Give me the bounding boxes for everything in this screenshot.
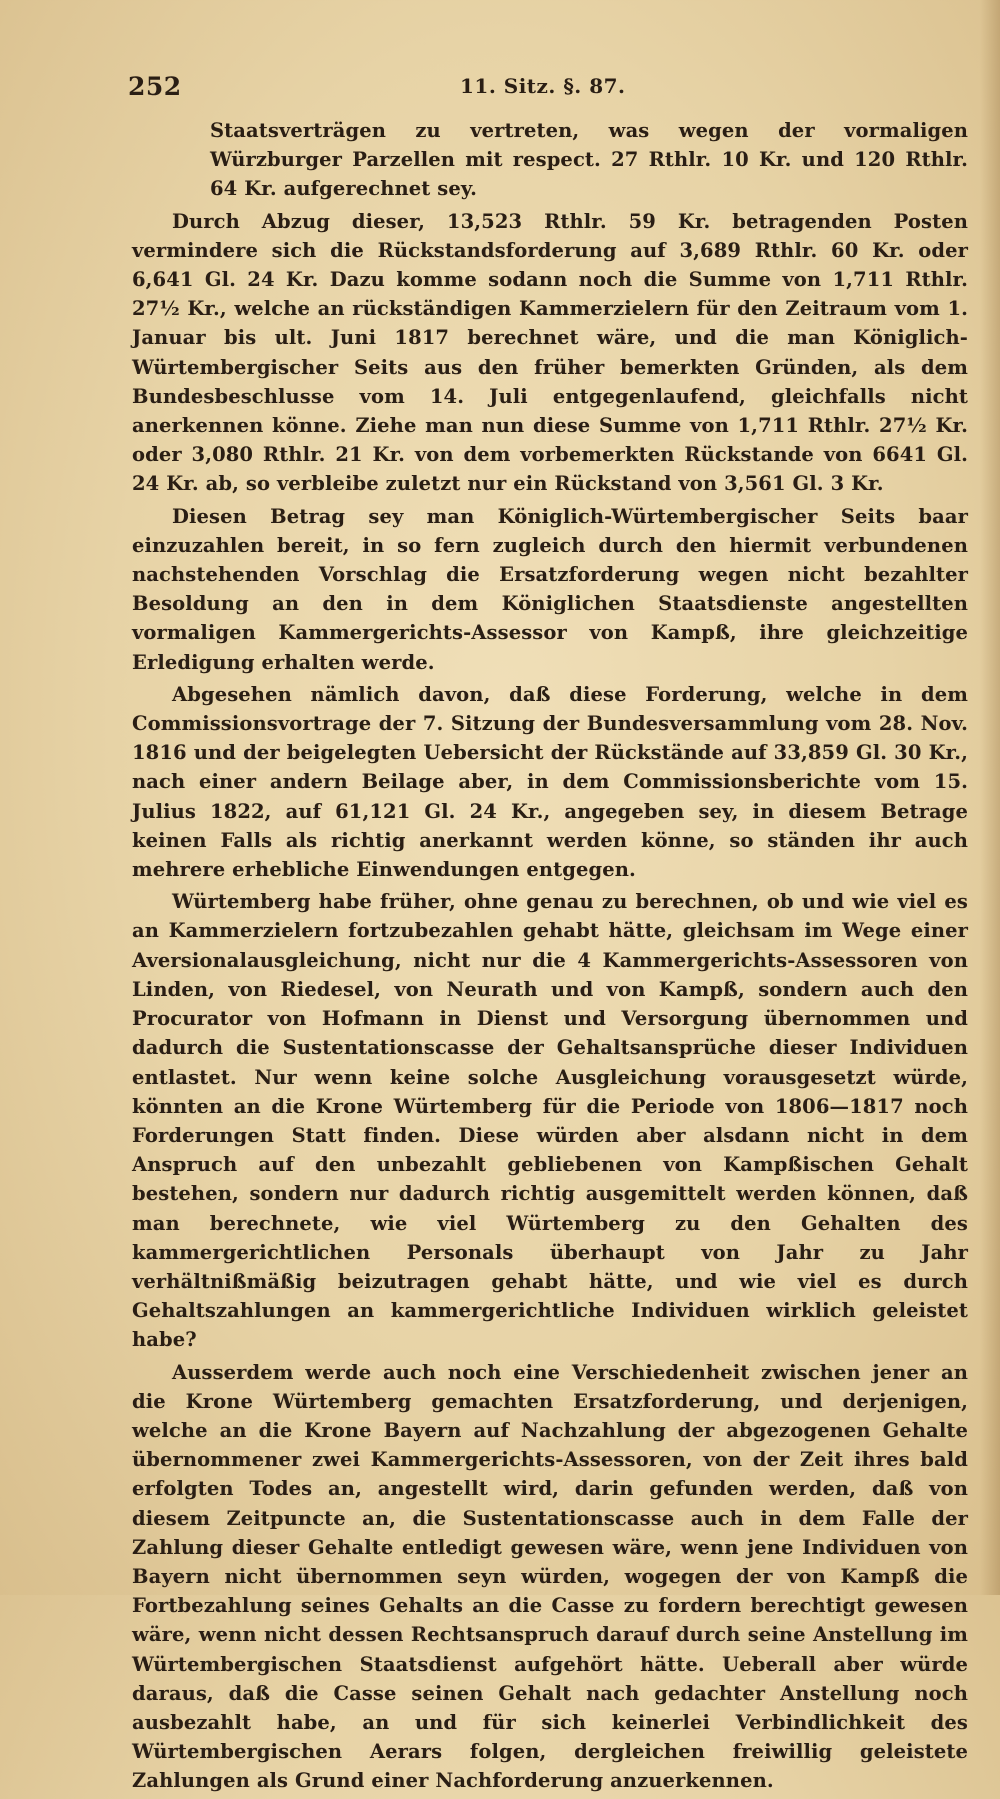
paragraph: Diesen Betrag sey man Königlich-Würtembergischer Seits baar einzuzahlen bereit, in so fern zugleich durch den hiermit verbundenen nachstehenden Vorschlag die Ersatzforderung wegen nicht bezahlter Besoldung an den in dem Königlichen Staatsdienste angestellten vormaligen Kammergerichts-Assessor von Kampß, ihre gleichzeitige Erledigung erhalten werde. [132,504,968,674]
body-text [132,116,968,1799]
paragraph-continuation: Staatsverträgen zu vertreten, was wegen der vormaligen Würzburger Parzellen mit respect. 27 Rthlr. 10 Kr. und 120 Rthlr. 64 Kr. aufgerechnet sey. [210,119,968,201]
page-number: 252 [128,72,182,101]
page-header [0,72,1000,112]
running-head: 11. Sitz. §. 87. [460,74,626,98]
paragraph: Würtemberg habe früher, ohne genau zu berechnen, ob und wie viel es an Kammerzielern fortzubezahlen gehabt hätte, gleichsam im Wege einer Aversionalausgleichung, nicht nur die 4 Kammergerichts-Assessoren von Linden, von Riedesel, von Neurath und von Kampß, sondern auch den Procurator von Hofmann in Dienst und Versorgung übernommen und dadurch die Sustentationscasse der Gehaltsansprüche dieser Individuen entlastet. Nur wenn keine solche Ausgleichung vorausgesetzt würde, könnten an die Krone Würtemberg für die Periode von 1806—1817 noch Forderungen Statt finden. Diese würden aber alsdann nicht in dem Anspruch auf den unbezahlt gebliebenen von Kampßischen Gehalt bestehen, sondern nur dadurch richtig ausgemittelt werden können, daß man berechnete, wie viel Würtemberg zu den Gehalten des kammergerichtlichen Personals überhaupt von Jahr zu Jahr verhältnißmäßig beizutragen gehabt hätte, und wie viel es durch Gehaltszahlungen an kammergerichtliche Individuen wirklich geleistet habe? [132,890,968,1352]
paragraph: Ausserdem werde auch noch eine Verschiedenheit zwischen jener an die Krone Würtemberg gemachten Ersatzforderung, und derjenigen, welche an die Krone Bayern auf Nachzahlung der abgezogenen Gehalte übernommener zwei Kammergerichts-Assessoren, von der Zeit ihres bald erfolgten Todes an, angestellt wird, darin gefunden werden, daß von diesem Zeitpuncte an, die Sustentationscasse auch in dem Falle der Zahlung dieser Gehalte entledigt gewesen wäre, wenn jene Individuen von Bayern nicht übernommen seyn würden, wogegen der von Kampß die Fortbezahlung seines Gehalts an die Casse zu fordern berechtigt gewesen wäre, wenn nicht dessen Rechtsanspruch darauf durch seine Anstellung im Würtembergischen Staatsdienst aufgehört hätte. Ueberall aber würde daraus, daß die Casse seinen Gehalt nach gedachter Anstellung noch ausbezahlt habe, an und für sich keinerlei Verbindlichkeit des Würtembergischen Aerars folgen, dergleichen freiwillig geleistete Zahlungen als Grund einer Nachforderung anzuerkennen. [132,1360,968,1793]
paragraph: Durch Abzug dieser, 13,523 Rthlr. 59 Kr. betragenden Posten vermindere sich die Rückstandsforderung auf 3,689 Rthlr. 60 Kr. oder 6,641 Gl. 24 Kr. Dazu komme sodann noch die Summe von 1,711 Rthlr. 27½ Kr., welche an rückständigen Kammerzielern für den Zeitraum vom 1. Januar bis ult. Juni 1817 berechnet wäre, und die man Königlich-Würtembergischer Seits aus den früher bemerkten Gründen, als dem Bundesbeschlusse vom 14. Juli entgegenlaufend, gleichfalls nicht anerkennen könne. Ziehe man nun diese Summe von 1,711 Rthlr. 27½ Kr. oder 3,080 Rthlr. 21 Kr. von dem vorbemerkten Rückstande von 6641 Gl. 24 Kr. ab, so verbleibe zuletzt nur ein Rückstand von 3,561 Gl. 3 Kr. [132,209,968,496]
paragraph: Abgesehen nämlich davon, daß diese Forderung, welche in dem Commissionsvortrage der 7. Sitzung der Bundesversammlung vom 28. Nov. 1816 und der beigelegten Uebersicht der Rückstände auf 33,859 Gl. 30 Kr., nach einer andern Beilage aber, in dem Commissionsberichte vom 15. Julius 1822, auf 61,121 Gl. 24 Kr., angegeben sey, in diesem Betrage keinen Falls als richtig anerkannt werden könne, so ständen ihr auch mehrere erhebliche Einwendungen entgegen. [132,682,968,882]
